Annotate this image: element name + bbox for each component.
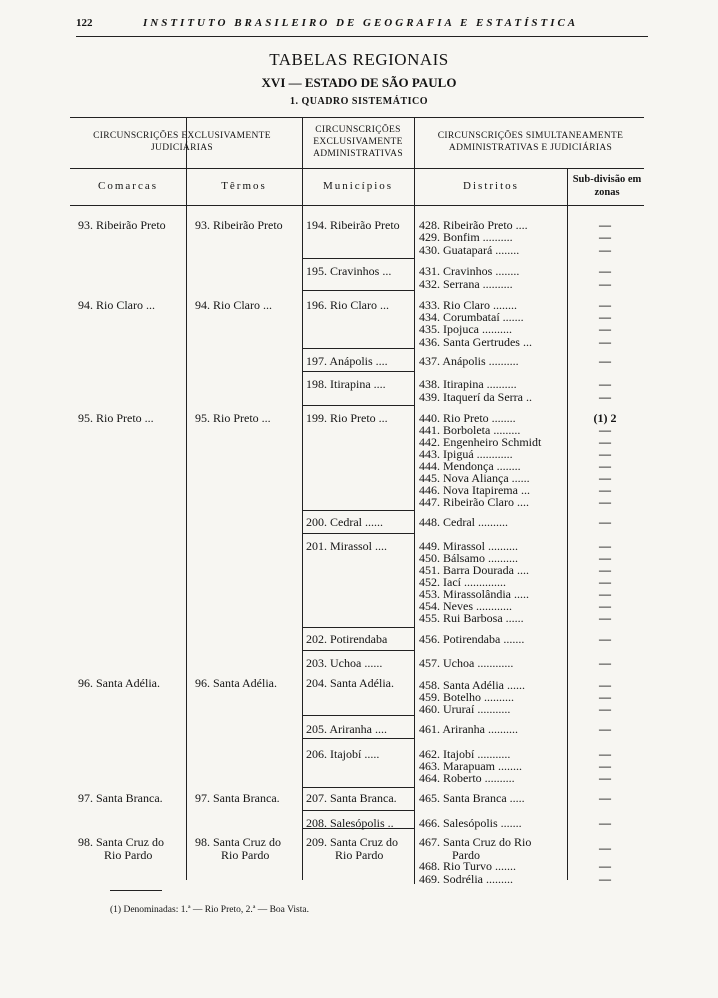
distrito-row: 431. Cravinhos ........: [419, 264, 520, 278]
municipio-cell: 206. Itajobí .....: [306, 747, 380, 761]
distrito-row: 436. Santa Gertrudes ...: [419, 335, 532, 349]
termo-cell: 94. Rio Claro ...: [195, 298, 272, 312]
distrito-row: 449. Mirassol ..........: [419, 539, 518, 553]
col-divider-municipios: [414, 168, 415, 884]
col-divider-distritos: [567, 168, 568, 880]
group-separator: [302, 533, 414, 534]
group-separator: [302, 627, 414, 628]
comarca-cell: 97. Santa Branca.: [78, 791, 163, 805]
distrito-row: 462. Itajobí ...........: [419, 747, 511, 761]
col-header-comarcas: Comarcas: [98, 180, 158, 192]
subdivisao-cell: —: [599, 435, 611, 449]
subdivisao-cell: —: [599, 816, 611, 830]
subdivisao-cell: —: [599, 632, 611, 646]
footnote-rule: [110, 890, 162, 891]
subdivisao-cell: —: [599, 322, 611, 336]
subdivisao-cell: (1) 2: [593, 411, 617, 425]
termo-cell: Rio Pardo: [221, 848, 270, 862]
distrito-row: 463. Marapuam ........: [419, 759, 522, 773]
col-divider-comarcas: [186, 168, 187, 880]
group-header-rule: [70, 168, 644, 169]
group-header-simultaneous: CIRCUNSCRIÇÕES SIMULTANEAMENTE ADMINISTRATIVAS E JUDICIÁRIAS: [437, 131, 624, 153]
distrito-row: 441. Borboleta .........: [419, 423, 521, 437]
group-separator: [302, 650, 414, 651]
distrito-row: 445. Nova Aliança ......: [419, 471, 530, 485]
group-separator: [302, 738, 414, 739]
municipio-cell: Rio Pardo: [335, 848, 384, 862]
subdivisao-cell: —: [599, 335, 611, 349]
group-separator: [302, 810, 414, 811]
subdivisao-cell: —: [599, 423, 611, 437]
group-separator: [302, 828, 414, 829]
subdivisao-cell: —: [599, 243, 611, 257]
distrito-row: 442. Engenheiro Schmidt: [419, 435, 542, 449]
subdivisao-cell: —: [599, 841, 611, 855]
comarca-cell: 95. Rio Preto ...: [78, 411, 154, 425]
municipio-cell: 205. Ariranha ....: [306, 722, 387, 736]
municipio-cell: 202. Potirendaba: [306, 632, 388, 646]
distrito-row: 433. Rio Claro ........: [419, 298, 517, 312]
distrito-row: 457. Uchoa ............: [419, 656, 514, 670]
group-header-judicial: CIRCUNSCRIÇÕES EXCLUSIVAMENTE JUDICIÁRIAS: [93, 131, 271, 153]
group-separator: [302, 371, 414, 372]
subdivisao-cell: —: [599, 656, 611, 670]
subdivisao-cell: —: [599, 563, 611, 577]
distrito-row: 460. Ururaí ...........: [419, 702, 511, 716]
municipio-cell: 199. Rio Preto ...: [306, 411, 388, 425]
subdivisao-cell: —: [599, 354, 611, 368]
municipio-cell: 208. Salesópolis ..: [306, 816, 394, 830]
distrito-row: 464. Roberto ..........: [419, 771, 515, 785]
page-number: 122: [76, 17, 93, 29]
group-divider-2: [302, 117, 303, 169]
running-title: INSTITUTO BRASILEIRO DE GEOGRAFIA E ESTATÍSTICA: [143, 17, 579, 29]
subdivisao-cell: —: [599, 264, 611, 278]
termo-cell: 98. Santa Cruz do: [195, 835, 281, 849]
distrito-row: 459. Botelho ..........: [419, 690, 514, 704]
comarca-cell: 98. Santa Cruz do: [78, 835, 164, 849]
distrito-row: 448. Cedral ..........: [419, 515, 508, 529]
distrito-row: 430. Guatapará ........: [419, 243, 520, 257]
group-separator: [302, 258, 414, 259]
distrito-row: 437. Anápolis ..........: [419, 354, 519, 368]
municipio-cell: 204. Santa Adélia.: [306, 676, 394, 690]
municipio-cell: 200. Cedral ......: [306, 515, 383, 529]
municipio-cell: 198. Itirapina ....: [306, 377, 386, 391]
subdivisao-cell: —: [599, 872, 611, 886]
subdivisao-cell: —: [599, 722, 611, 736]
municipio-cell: 207. Santa Branca.: [306, 791, 397, 805]
comarca-cell: 93. Ribeirão Preto: [78, 218, 166, 232]
running-header: [76, 17, 648, 39]
distrito-row: 455. Rui Barbosa ......: [419, 611, 524, 625]
subdivisao-cell: —: [599, 587, 611, 601]
distrito-row: 451. Barra Dourada ....: [419, 563, 529, 577]
subdivisao-cell: —: [599, 298, 611, 312]
distrito-row: 469. Sodrélia .........: [419, 872, 513, 886]
distrito-row: Pardo: [452, 848, 480, 862]
distrito-row: 429. Bonfim ..........: [419, 230, 513, 244]
distrito-row: 435. Ipojuca ..........: [419, 322, 512, 336]
col-header-subdivisao: Sub-divisão em zonas: [572, 174, 642, 198]
subdivisao-cell: —: [599, 859, 611, 873]
distrito-row: 456. Potirendaba .......: [419, 632, 525, 646]
subdivisao-cell: —: [599, 759, 611, 773]
group-divider-3: [414, 117, 415, 169]
distrito-row: 450. Bálsamo ..........: [419, 551, 518, 565]
header-rule: [76, 36, 648, 37]
distrito-row: 438. Itirapina ..........: [419, 377, 517, 391]
subdivisao-cell: —: [599, 515, 611, 529]
subdivisao-cell: —: [599, 791, 611, 805]
subdivisao-cell: —: [599, 678, 611, 692]
municipio-cell: 209. Santa Cruz do: [306, 835, 398, 849]
distrito-row: 432. Serrana ..........: [419, 277, 513, 291]
subdivisao-cell: —: [599, 690, 611, 704]
subdivisao-cell: —: [599, 611, 611, 625]
termo-cell: 93. Ribeirão Preto: [195, 218, 283, 232]
subdivisao-cell: —: [599, 218, 611, 232]
distrito-row: 454. Neves ............: [419, 599, 512, 613]
subdivisao-cell: —: [599, 483, 611, 497]
group-separator: [302, 787, 414, 788]
distrito-row: 443. Ipiguá ............: [419, 447, 513, 461]
group-separator: [302, 290, 414, 291]
termo-cell: 96. Santa Adélia.: [195, 676, 277, 690]
distrito-row: 440. Rio Preto ........: [419, 411, 516, 425]
distrito-row: 444. Mendonça ........: [419, 459, 521, 473]
distrito-row: 452. Iací ..............: [419, 575, 506, 589]
subdivisao-cell: —: [599, 599, 611, 613]
table-top-rule: [70, 117, 644, 118]
subdivisao-cell: —: [599, 377, 611, 391]
distrito-row: 439. Itaquerí da Serra ..: [419, 390, 532, 404]
subdivisao-cell: —: [599, 771, 611, 785]
group-header-administrative: CIRCUNSCRIÇÕES EXCLUSIVAMENTE ADMINISTRATIVAS: [313, 125, 403, 159]
subdivisao-cell: —: [599, 747, 611, 761]
distrito-row: 447. Ribeirão Claro ....: [419, 495, 529, 509]
col-header-distritos: Distritos: [463, 180, 519, 192]
subdivisao-cell: —: [599, 495, 611, 509]
distrito-row: 467. Santa Cruz do Rio: [419, 835, 532, 849]
subdivisao-cell: —: [599, 277, 611, 291]
group-separator: [302, 510, 414, 511]
subdivisao-cell: —: [599, 447, 611, 461]
section-title: 1. QUADRO SISTEMÁTICO: [289, 96, 429, 107]
distrito-row: 461. Ariranha ..........: [419, 722, 518, 736]
termo-cell: 97. Santa Branca.: [195, 791, 280, 805]
distrito-row: 468. Rio Turvo .......: [419, 859, 517, 873]
comarca-cell: 96. Santa Adélia.: [78, 676, 160, 690]
page-title: TABELAS REGIONAIS: [269, 50, 449, 69]
municipio-cell: 195. Cravinhos ...: [306, 264, 392, 278]
municipio-cell: 196. Rio Claro ...: [306, 298, 389, 312]
group-separator: [302, 715, 414, 716]
col-divider-termos: [302, 168, 303, 880]
subdivisao-cell: —: [599, 390, 611, 404]
subdivisao-cell: —: [599, 551, 611, 565]
distrito-row: 434. Corumbataí .......: [419, 310, 524, 324]
group-separator: [302, 348, 414, 349]
subdivisao-cell: —: [599, 459, 611, 473]
municipio-cell: 197. Anápolis ....: [306, 354, 388, 368]
distrito-row: 453. Mirassolândia .....: [419, 587, 529, 601]
municipio-cell: 203. Uchoa ......: [306, 656, 383, 670]
subdivisao-cell: —: [599, 471, 611, 485]
column-header-rule: [70, 205, 644, 206]
col-header-termos: Têrmos: [221, 180, 267, 192]
termo-cell: 95. Rio Preto ...: [195, 411, 271, 425]
subdivisao-cell: —: [599, 575, 611, 589]
distrito-row: 458. Santa Adélia ......: [419, 678, 525, 692]
distrito-row: 465. Santa Branca .....: [419, 791, 525, 805]
footnote: (1) Denominadas: 1.ª — Rio Preto, 2.ª — Boa Vista.: [110, 905, 309, 915]
subdivisao-cell: —: [599, 702, 611, 716]
distrito-row: 466. Salesópolis .......: [419, 816, 522, 830]
subdivisao-cell: —: [599, 310, 611, 324]
distrito-row: 428. Ribeirão Preto ....: [419, 218, 528, 232]
group-separator: [302, 405, 414, 406]
subdivisao-cell: —: [599, 230, 611, 244]
municipio-cell: 201. Mirassol ....: [306, 539, 387, 553]
comarca-cell: 94. Rio Claro ...: [78, 298, 155, 312]
distrito-row: 446. Nova Itapirema ...: [419, 483, 530, 497]
col-header-municipios: Municípios: [322, 180, 394, 192]
comarca-cell: Rio Pardo: [104, 848, 153, 862]
municipio-cell: 194. Ribeirão Preto: [306, 218, 400, 232]
subdivisao-cell: —: [599, 539, 611, 553]
state-title: XVI — ESTADO DE SÃO PAULO: [261, 75, 457, 90]
